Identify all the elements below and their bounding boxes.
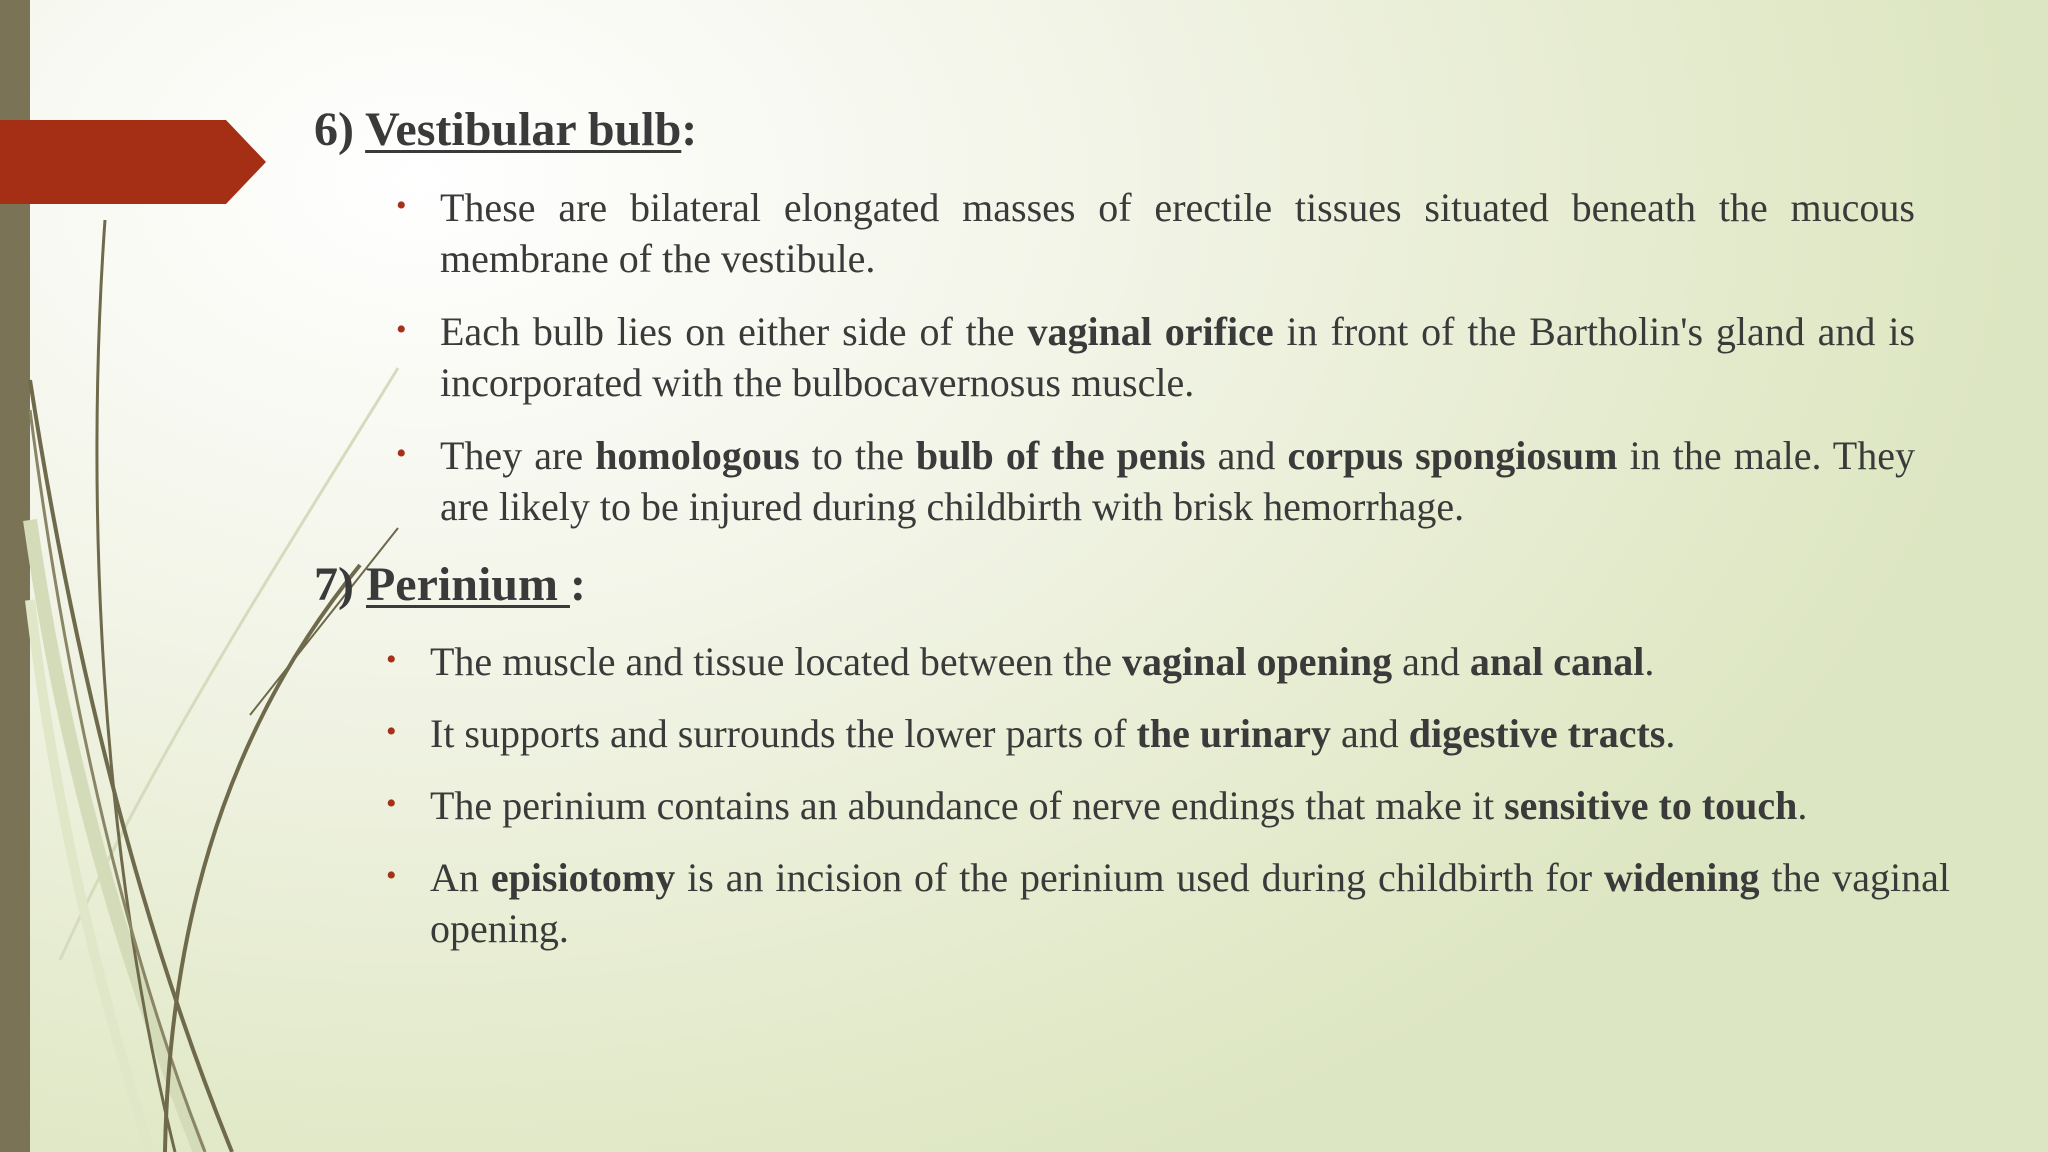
bullet-icon: • [386, 643, 397, 676]
section-colon: : [681, 103, 698, 156]
list-item [386, 780, 1950, 831]
text-run: Each bulb lies on either side of the [440, 309, 1028, 354]
text-run: The muscle and tissue located between the [430, 639, 1122, 684]
list-item-text [430, 855, 1950, 951]
bullet-icon: • [396, 189, 407, 222]
list-item [396, 182, 1915, 284]
text-run: These are bilateral elongated masses of erectile tissues situated beneath the mucous membrane of the vestibule. [440, 185, 1915, 281]
bold-term: homologous [595, 433, 800, 478]
text-run: and [1392, 639, 1470, 684]
bullet-list-vestibular-bulb [396, 182, 1916, 554]
section-number: 7) [314, 558, 366, 611]
bold-term: widening [1603, 855, 1760, 900]
bullet-icon: • [396, 313, 407, 346]
bold-term: sensitive to touch [1504, 783, 1798, 828]
text-run: is an incision of the perinium used during childbirth for [675, 855, 1604, 900]
text-run: in the male. They are likely to be injured during childbirth with brisk hemorrhage. [440, 433, 1915, 529]
bold-term: anal canal [1469, 639, 1645, 684]
text-run: They are [440, 433, 596, 478]
list-item-text [440, 185, 1915, 281]
list-item [396, 306, 1916, 408]
section-heading-perinium [314, 557, 586, 612]
section-title: Perinium [365, 558, 570, 611]
bold-term: the urinary [1136, 711, 1331, 756]
bullet-icon: • [386, 859, 397, 892]
bold-term: corpus spongiosum [1287, 433, 1618, 478]
list-item [396, 430, 1915, 532]
section-heading-vestibular-bulb [314, 102, 697, 157]
bullet-icon: • [386, 715, 397, 748]
bold-term: digestive tracts [1408, 711, 1666, 756]
section-colon: : [569, 558, 586, 611]
bullet-icon: • [386, 787, 397, 820]
text-run: and [1205, 433, 1288, 478]
text-run: . [1665, 711, 1676, 756]
text-run: An [430, 855, 491, 900]
list-item [386, 708, 1950, 759]
text-run: It supports and surrounds the lower parts of [430, 711, 1137, 756]
list-item [386, 636, 1950, 687]
text-run: in front of the Bartholin's gland and is incorporated with the bulbocavernosus muscle. [440, 309, 1916, 405]
bullet-icon: • [396, 437, 407, 470]
section-title: Vestibular bulb [365, 103, 682, 156]
section-number: 6) [314, 103, 366, 156]
text-run: . [1797, 783, 1808, 828]
bold-term: episiotomy [490, 855, 676, 900]
text-run: and [1330, 711, 1409, 756]
list-item-text [440, 309, 1915, 405]
list-item [386, 852, 1950, 954]
bold-term: bulb of the penis [915, 433, 1206, 478]
bullet-list-perinium [386, 636, 1950, 975]
text-run: . [1644, 639, 1655, 684]
list-item-text [430, 783, 1807, 828]
text-run: the vaginal opening. [430, 855, 1950, 951]
bold-term: vaginal opening [1121, 639, 1393, 684]
bold-term: vaginal orifice [1027, 309, 1274, 354]
list-item-text [440, 433, 1915, 529]
list-item-text [430, 711, 1675, 756]
list-item-text [430, 639, 1654, 684]
text-run: to the [799, 433, 916, 478]
text-run: The perinium contains an abundance of nerve endings that make it [430, 783, 1505, 828]
